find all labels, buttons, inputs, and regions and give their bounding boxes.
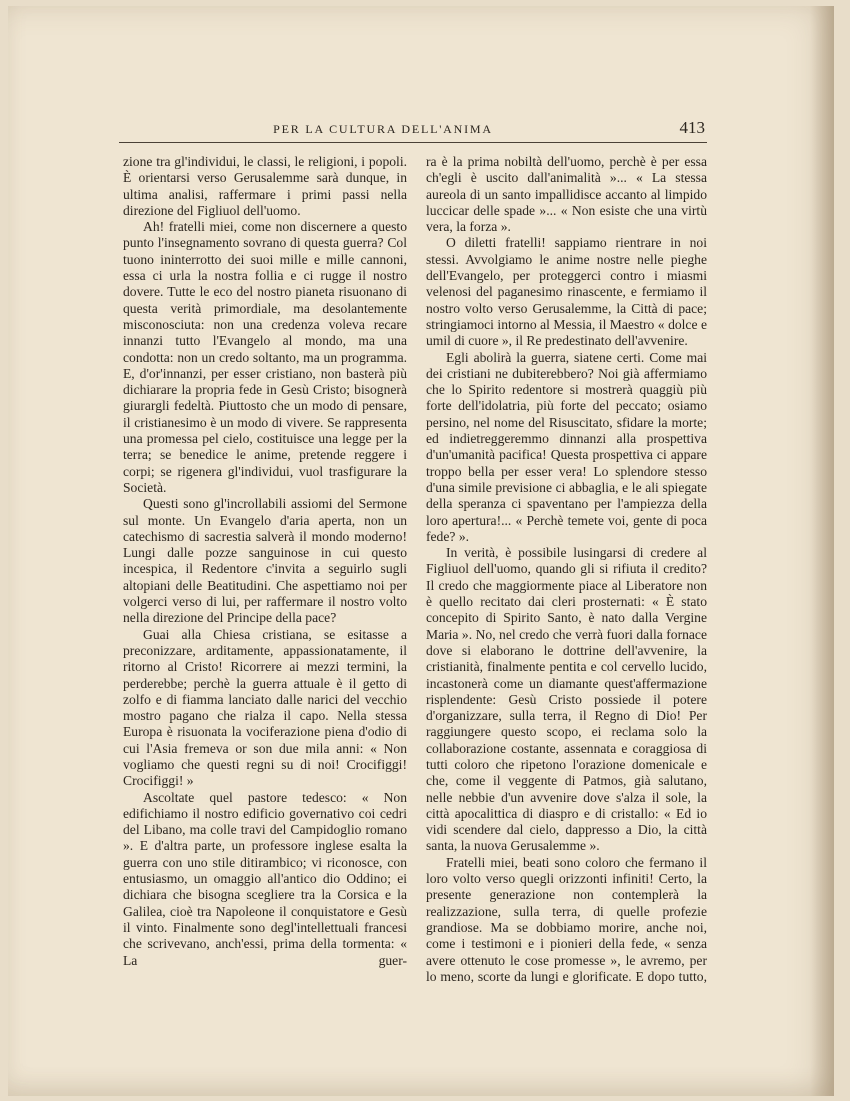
paragraph: ra è la prima nobiltà dell'uomo, perchè è per essa ch'egli è uscito dall'animalità »... « La stessa aureola di un santo impallidisce accanto al limpido luccicar delle spade »... « Non esiste che una virtù vera, la forza ».: [426, 154, 707, 235]
page-number: 413: [679, 118, 705, 137]
running-head: [119, 118, 707, 143]
paragraph: In verità, è possibile lusingarsi di credere al Figliuol dell'uomo, quando gli si rifiuta il credito? Il credo che maggiormente piace al Liberatore non è quello recitato dai cleri prosternati: « È stato concepito di Spirito Santo, è nato dalla Vergine Maria ». No, nel credo che verrà fuori dalla fornace dove si elaborano le dottrine dell'avvenire, la cristianità, finalmente pentita e col cervello lucido, incastonerà come un diamante quest'affermazione risplendente: Gesù Cristo possiede il potere d'organizzare, sulla terra, il Regno di Dio! Per raggiungere questo scopo, ei reclama solo la collaborazione costante, assennata e coraggiosa di tutti coloro che ripetono l'orazione domenicale e che, come il veggente di Patmos, già salutano, nelle nebbie d'un avvenire dove s'alza il sole, la città apocalittica di diaspro e di cristallo: « Ed io vidi scendere dal cielo, dappresso a Dio, la città santa, la nuova Gerusalemme ».: [426, 545, 707, 854]
right-column: [426, 154, 707, 985]
paragraph: Fratelli miei, beati sono coloro che fermano il loro volto verso quegli orizzonti infiniti! Certo, la presente generazione non contemplerà la realizzazione, sulla terra, di quelle profezie grandiose. Ma se dobbiamo morire, anche noi, come i testimoni e i pionieri della fede, « senza avere ottenuto le cose promesse », le avremo, per lo meno, scorte da lungi e glorificate. E dopo tutto,: [426, 854, 707, 984]
paragraph: Questi sono gl'incrollabili assiomi del Sermone sul monte. Un Evangelo d'aria aperta, non un catechismo di sacrestia salverà il mondo moderno! Lungi dalle pozze sanguinose in cui questo incespica, il Redentore c'invita a seguirlo sugli altopiani delle Beatitudini. Che aspettiamo noi per volgerci verso di lui, per raffermare il nostro volto nella direzione del Principe della pace?: [123, 496, 407, 626]
book-page: [8, 6, 834, 1096]
page-edge-shadow: [810, 6, 834, 1096]
left-column: [123, 154, 407, 969]
paragraph: Ah! fratelli miei, come non discernere a questo punto l'insegnamento sovrano di questa guerra? Col tuono ininterrotto dei suoi mille e mille cannoni, essa ci urla la nostra follia e ci rugge il nostro dovere. Tutte le eco del nostro pianeta risuonano di questa verità primordiale, ma desolantemente misconosciuta: non una credenza voleva recare innanzi tutto l'Evangelo al mondo, ma una condotta: non un credo soltanto, ma un programma. E, d'or'innanzi, per esser cristiano, non basterà più dichiarare la propria fede in Gesù Cristo; bisognerà giurargli fedeltà. Piuttosto che un modo di pensare, il cristianesimo è un modo di vivere. Se rappresenta una promessa pel cielo, costituisce una legge per la terra; se benedice le anime, pretende reggere i corpi; se rigenera gl'individui, vuol trasfigurare la Società.: [123, 219, 407, 495]
paragraph: zione tra gl'individui, le classi, le religioni, i popoli. È orientarsi verso Gerusalemme sarà dunque, in ultima analisi, raffermare i primi passi nella direzione del Figliuol dell'uomo.: [123, 154, 407, 218]
paragraph: Egli abolirà la guerra, siatene certi. Come mai dei cristiani ne dubiterebbero? Noi già affermiamo che lo Spirito redentore si mostrerà quaggiù più forte dell'idolatria, più forte del peccato; osiamo persino, nel nome del Risuscitato, sfidare la morte; ed indietreggeremmo dinnanzi alla prospettiva d'un'umanità pacifica! Questa prospettiva ci appare troppo bella per esser vera! Lo splendore stesso d'una simile previsione ci abbaglia, e le ali spiegate della speranza ci spaventano per l'ampiezza della loro apertura!... « Perchè temete voi, gente di poca fede? ».: [426, 349, 707, 544]
paragraph: Guai alla Chiesa cristiana, se esitasse a preconizzare, arditamente, appassionatamente, il ritorno al Cristo! Ricorrere ai mezzi termini, la perderebbe; perchè la guerra attuale è il getto di zolfo e di fiamma lanciato dalle narici del vecchio mostro pagano che rialza il capo. Nella stessa Europa è risuonata la vociferazione piena d'odio di cui l'Asia fremeva or son due mila anni: « Non vogliamo che questi regni su di noi! Crocifiggi! Crocifiggi! »: [123, 626, 407, 789]
running-title: PER LA CULTURA DELL'ANIMA: [273, 122, 493, 136]
paragraph: Ascoltate quel pastore tedesco: « Non edifichiamo il nostro edificio governativo coi cedri del Libano, ma colle travi del Campidoglio romano ». E d'altra parte, un professore inglese esalta la guerra con uno stile ditirambico; vi riconosce, con entusiasmo, un omaggio all'antico dio Oddino; ei dichiara che bisogna scegliere tra la Corsica e la Galilea, cioè tra Napoleone il conquistatore e Gesù il vinto. Finalmente sono degl'intellettuali francesi che scrivevano, anch'essi, prima della tormenta: « La guer-: [123, 789, 407, 968]
paragraph: O diletti fratelli! sappiamo rientrare in noi stessi. Avvolgiamo le anime nostre nelle pieghe dell'Evangelo, per proteggerci contro i miasmi velenosi del paganesimo rinascente, e fermiamo il nostro volto verso Gerusalemme, la Città di pace; stringiamoci intorno al Messia, il Maestro « dolce e umil di cuore », il Re predestinato dell'avvenire.: [426, 235, 707, 349]
